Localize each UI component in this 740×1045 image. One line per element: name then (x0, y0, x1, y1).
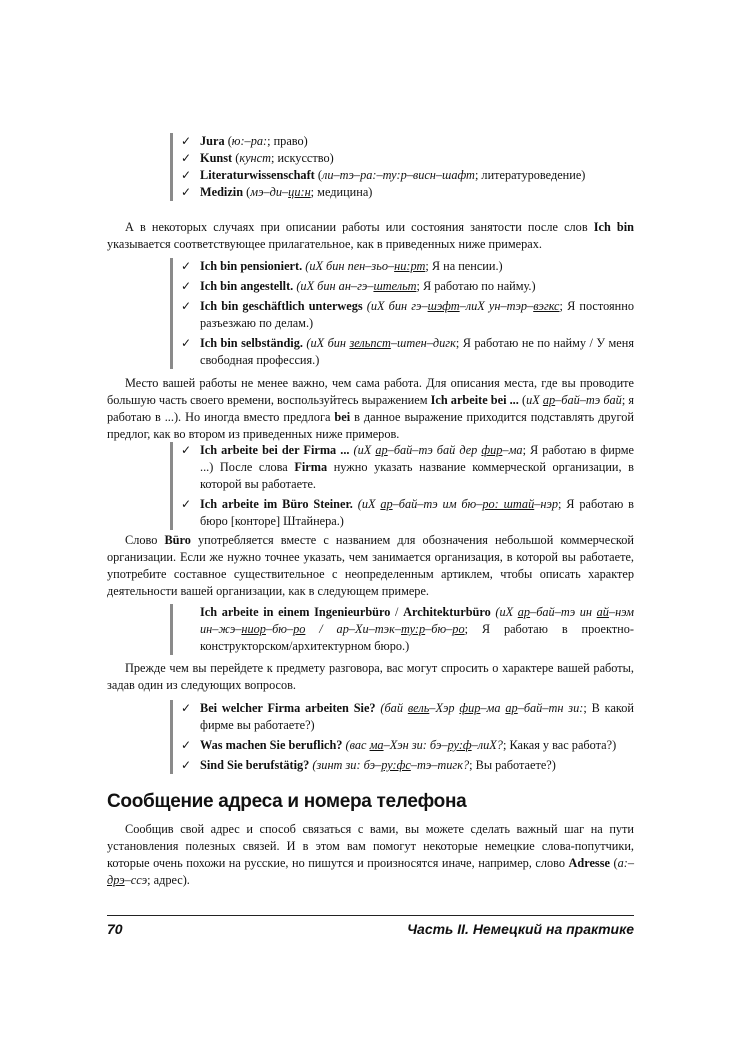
list-item: ✓ Medizin (мэ–ди–ци:н; медицина) (181, 185, 373, 199)
check-icon: ✓ (181, 738, 192, 752)
paragraph: А в некоторых случаях при описании работы или состояния занятости после слов Ich bin указывается соответствующее прилагательное, как в приведенных ниже примерах. (107, 220, 634, 251)
check-icon: ✓ (181, 758, 192, 772)
footer-rule (107, 915, 634, 916)
paragraph: Место вашей работы не менее важно, чем сама работа. Для описания места, где вы проводите большую часть своего времени, воспользуйтесь выражением Ich arbeite bei ... (иХ ар–бай–тэ бай; я работаю в ...). Но иногда вместо предлога bei в данное выражение приходится подставлять другой предлог, как во втором из приведенных ниже примеров. (107, 376, 635, 441)
check-icon: ✓ (181, 497, 192, 511)
list-subjects (170, 133, 629, 201)
list-item: ✓ Ich bin geschäftlich unterwegs (иХ бин гэ–шэфт–лиХ ун–тэр–вэгкс; Я постоянно разъезжаю по делам.) (181, 299, 634, 330)
check-icon: ✓ (181, 151, 192, 165)
list-item: ✓ Ich bin angestellt. (иХ бин ан–гэ–штельт; Я работаю по найму.) (181, 279, 536, 293)
check-icon: ✓ (181, 134, 192, 148)
paragraph: Прежде чем вы перейдете к предмету разговора, вас могут спросить о характере вашей работы, задав один из следующих вопросов. (107, 661, 634, 692)
check-icon: ✓ (181, 443, 192, 457)
list-workplace (170, 442, 634, 530)
paragraph: Слово Büro употребляется вместе с названием для обозначения небольшой коммерческой организации. Если же нужно точнее указать, чем занимается организация, в которой вы работаете, употребите составное существительное с неопределенным артиклем, чтобы описать характер деятельности вашей организации, как в следующем примере. (107, 533, 634, 598)
list-employment (170, 258, 634, 369)
page-number: 70 (107, 921, 123, 937)
list-item: ✓ Ich bin selbständig. (иХ бин зельпст–штен–дигк; Я работаю не по найму / У меня свободная профессия.) (181, 336, 634, 367)
check-icon: ✓ (181, 701, 192, 715)
paragraph: Сообщив свой адрес и способ связаться с вами, вы можете сделать важный шаг на пути установления полезных связей. И в этом вам помогут некоторые немецкие слова-попутчики, которые очень похожи на русские, но пишутся и произносятся иначе, например, слово Adresse (а:–дрэ–ссэ; адрес). (107, 822, 634, 887)
part-title: Часть II. Немецкий на практике (407, 921, 634, 937)
term: Jura (200, 134, 225, 148)
check-icon: ✓ (181, 168, 192, 182)
check-icon: ✓ (181, 279, 192, 293)
list-item: ✓ Kunst (кунст; искусство) (181, 151, 334, 165)
list-item: Ich arbeite in einem Ingenieurbüro / Architekturbüro (иХ ар–бай–тэ ин ай–нэм ин–жэ–ниор–бю–ро / ар–Хи–тэк–ту:р–бю–ро; Я работаю в проектно-конструкторском/архитектурном бюро.) (200, 605, 634, 653)
check-icon: ✓ (181, 185, 192, 199)
list-questions (170, 700, 634, 774)
list-example (170, 604, 634, 655)
section-heading: Сообщение адреса и номера телефона (107, 791, 467, 812)
list-item: ✓ Sind Sie berufstätig? (зинт зи: бэ–ру:фс–тэ–тигк?; Вы работаете?) (181, 758, 556, 772)
check-icon: ✓ (181, 259, 192, 273)
term: Medizin (200, 185, 244, 199)
list-item: ✓ Ich bin pensioniert. (иХ бин пен–зьо–ни:рт; Я на пенсии.) (181, 259, 503, 273)
list-item: ✓ Ich arbeite bei der Firma ... (иХ ар–бай–тэ бай дер фир–ма; Я работаю в фирме ...) После слова Firma нужно указать название коммерческой организации, в которой вы работаете. (181, 443, 635, 491)
list-item: ✓ Was machen Sie beruflich? (вас ма–Хэн зи: бэ–ру:ф–лиХ?; Какая у вас работа?) (181, 738, 617, 752)
term: Literaturwissenschaft (200, 168, 315, 182)
list-item: ✓ Literaturwissenschaft (ли–тэ–ра:–ту:р–висн–шафт; литературоведение) (181, 168, 586, 182)
list-item: ✓ Bei welcher Firma arbeiten Sie? (бай вель–Хэр фир–ма ар–бай–тн зи:; В какой фирме вы работаете?) (181, 701, 634, 732)
list-item: ✓ Jura (ю:–ра:; право) (181, 134, 308, 148)
list-item: ✓ Ich arbeite im Büro Steiner. (иХ ар–бай–тэ им бю–ро: штай–нэр; Я работаю в бюро [конторе] Штайнера.) (181, 497, 634, 528)
check-icon: ✓ (181, 336, 192, 350)
check-icon: ✓ (181, 299, 192, 313)
term: Kunst (200, 151, 233, 165)
